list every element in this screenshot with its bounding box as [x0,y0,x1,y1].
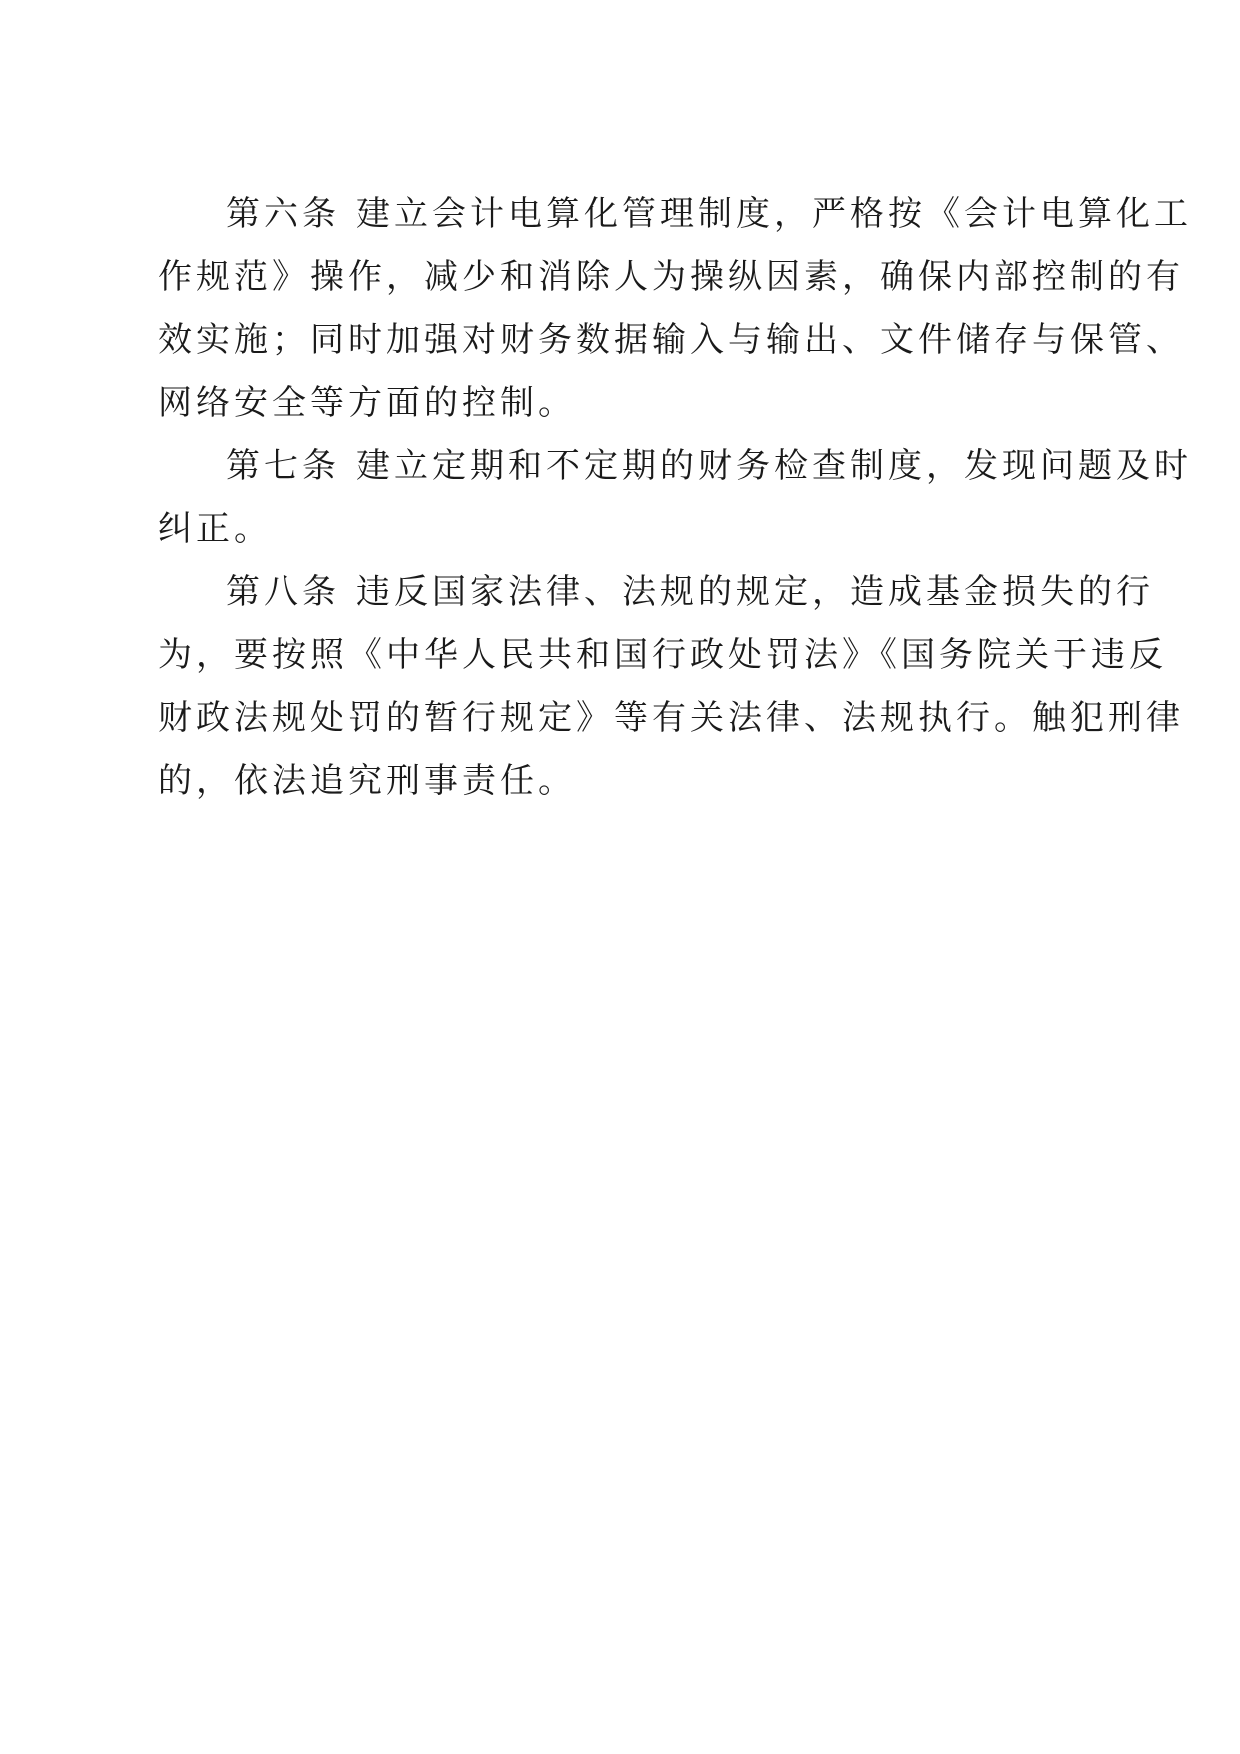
article-8-line-2: 为，要按照《中华人民共和国行政处罚法》《国务院关于违反 [158,635,1167,675]
article-6-paragraph [158,183,1192,435]
article-6-number: 第六条 [226,194,340,234]
article-8-line-4: 的，依法追究刑事责任。 [158,761,576,801]
article-8-text-1: 违反国家法律、法规的规定，造成基金损失的行 [356,572,1154,612]
article-7-number: 第七条 [226,446,340,486]
article-7-text-1: 建立定期和不定期的财务检查制度，发现问题及时 [356,446,1192,486]
article-7-paragraph [158,435,1192,561]
document-body [158,183,1192,813]
article-8-number: 第八条 [226,572,340,612]
article-6-line-3: 效实施；同时加强对财务数据输入与输出、文件储存与保管、 [158,320,1184,360]
article-7-line-2: 纠正。 [158,509,272,549]
article-6-line-4: 网络安全等方面的控制。 [158,383,576,423]
article-7-line-1 [158,435,1192,498]
article-6-line-2: 作规范》操作，减少和消除人为操纵因素，确保内部控制的有 [158,257,1184,297]
article-8-line-1 [158,561,1154,624]
article-8-line-3: 财政法规处罚的暂行规定》等有关法律、法规执行。触犯刑律 [158,698,1184,738]
article-6-text-1: 建立会计电算化管理制度，严格按《会计电算化工 [356,194,1192,234]
article-8-paragraph [158,561,1184,813]
article-6-line-1 [158,183,1192,246]
